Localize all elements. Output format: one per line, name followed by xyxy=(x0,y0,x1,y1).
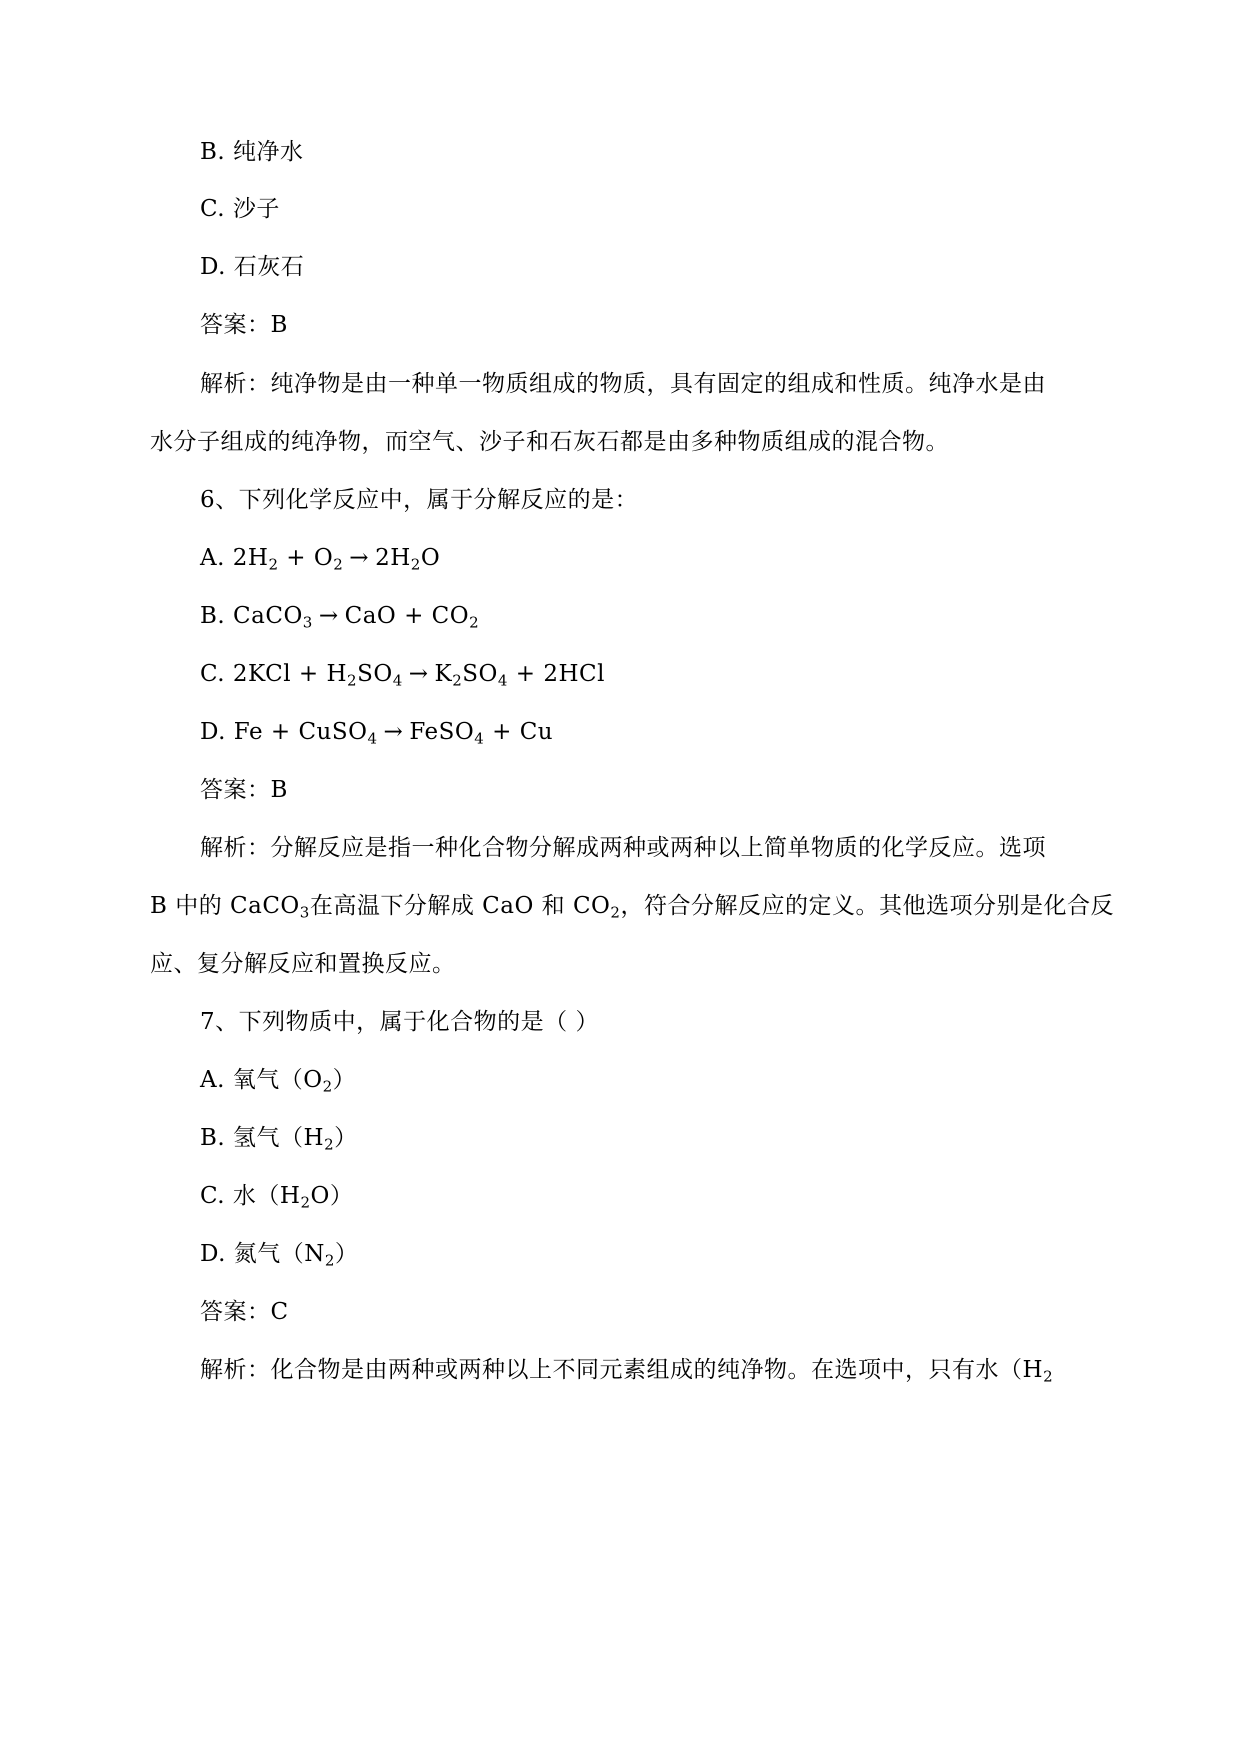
q6-option-a xyxy=(200,543,1100,573)
q5-option-c: C. 沙子 xyxy=(200,196,280,222)
formula-subscript: 2 xyxy=(1043,1367,1054,1386)
option-text: ） xyxy=(334,1125,358,1151)
q7-option-c xyxy=(200,1181,1100,1211)
formula-part: + 2HCl xyxy=(507,661,605,687)
arrow-icon: → xyxy=(408,661,429,687)
option-label: C. xyxy=(200,661,226,687)
formula-part: CaCO xyxy=(233,603,303,629)
formula-subscript: 2 xyxy=(268,555,279,574)
arrow-icon: → xyxy=(383,719,404,745)
formula-subscript: 3 xyxy=(302,613,313,632)
formula-part: 2H xyxy=(375,545,411,571)
formula-part: CaO + CO xyxy=(344,603,470,629)
option-label: D. xyxy=(200,719,226,745)
q7-option-b xyxy=(200,1123,1100,1153)
formula-part: SO xyxy=(462,661,498,687)
formula-part: FeSO xyxy=(409,719,475,745)
q5-analysis-line-2: 水分子组成的纯净物，而空气、沙子和石灰石都是由多种物质组成的混合物。 xyxy=(150,429,949,455)
formula-part: Fe + CuSO xyxy=(233,719,368,745)
q6-question: 6、下列化学反应中，属于分解反应的是： xyxy=(200,487,639,513)
formula-subscript: 4 xyxy=(474,729,485,748)
q6-analysis-line-1: 解析：分解反应是指一种化合物分解成两种或两种以上简单物质的化学反应。选项 xyxy=(200,835,1046,861)
formula-subscript: 3 xyxy=(299,903,310,922)
formula-subscript: 2 xyxy=(333,555,344,574)
analysis-text: B 中的 CaCO xyxy=(150,893,300,919)
formula-subscript: 2 xyxy=(452,671,463,690)
q7-option-a xyxy=(200,1065,1100,1095)
q7-option-d xyxy=(200,1239,1100,1269)
q5-option-b: B. 纯净水 xyxy=(200,139,304,165)
formula-subscript: 2 xyxy=(300,1193,311,1212)
formula-subscript: 2 xyxy=(324,1251,335,1270)
option-text: B. 氢气（H xyxy=(200,1125,325,1151)
formula-part: + O xyxy=(278,545,334,571)
formula-subscript: 2 xyxy=(410,555,421,574)
formula-part: K xyxy=(434,661,453,687)
formula-subscript: 2 xyxy=(610,903,621,922)
q7-analysis-line-1 xyxy=(200,1355,1100,1385)
option-text: ） xyxy=(334,1241,359,1267)
q6-answer: 答案：B xyxy=(200,777,288,803)
formula-part: 2KCl + H xyxy=(232,661,348,687)
analysis-text: 解析：化合物是由两种或两种以上不同元素组成的纯净物。在选项中，只有水（H xyxy=(200,1357,1044,1383)
option-text: ） xyxy=(332,1067,357,1093)
q6-option-d xyxy=(200,717,1100,747)
formula-subscript: 4 xyxy=(367,729,378,748)
formula-subscript: 4 xyxy=(497,671,508,690)
option-text: C. 水（H xyxy=(200,1183,301,1209)
option-text: O） xyxy=(310,1183,354,1209)
q6-option-b xyxy=(200,601,1100,631)
formula-part: O xyxy=(420,545,441,571)
formula-subscript: 4 xyxy=(392,671,403,690)
option-text: D. 氮气（N xyxy=(200,1241,325,1267)
q7-question: 7、下列物质中，属于化合物的是（ ） xyxy=(200,1009,599,1035)
q5-analysis-line-1: 解析：纯净物是由一种单一物质组成的物质，具有固定的组成和性质。纯净水是由 xyxy=(200,371,1046,397)
q7-answer: 答案：C xyxy=(200,1299,289,1325)
formula-subscript: 2 xyxy=(324,1135,335,1154)
option-label: B. xyxy=(200,603,226,629)
formula-part: 2H xyxy=(232,545,269,571)
q6-analysis-line-2 xyxy=(150,891,1114,922)
q5-option-d: D. 石灰石 xyxy=(200,254,305,280)
formula-part: SO xyxy=(357,661,393,687)
arrow-icon: → xyxy=(349,545,370,571)
analysis-text: 在高温下分解成 CaO 和 CO xyxy=(309,893,611,919)
arrow-icon: → xyxy=(318,603,339,629)
q6-analysis-line-3: 应、复分解反应和置换反应。 xyxy=(150,951,456,977)
q6-option-c xyxy=(200,659,1100,689)
q5-answer: 答案：B xyxy=(200,312,288,338)
option-text: A. 氧气（O xyxy=(200,1067,323,1093)
option-label: A. xyxy=(200,545,225,571)
formula-subscript: 2 xyxy=(469,613,480,632)
formula-subscript: 2 xyxy=(347,671,358,690)
formula-subscript: 2 xyxy=(322,1077,333,1096)
formula-part: + Cu xyxy=(484,719,554,745)
analysis-text: ，符合分解反应的定义。其他选项分别是化合反 xyxy=(620,893,1114,919)
